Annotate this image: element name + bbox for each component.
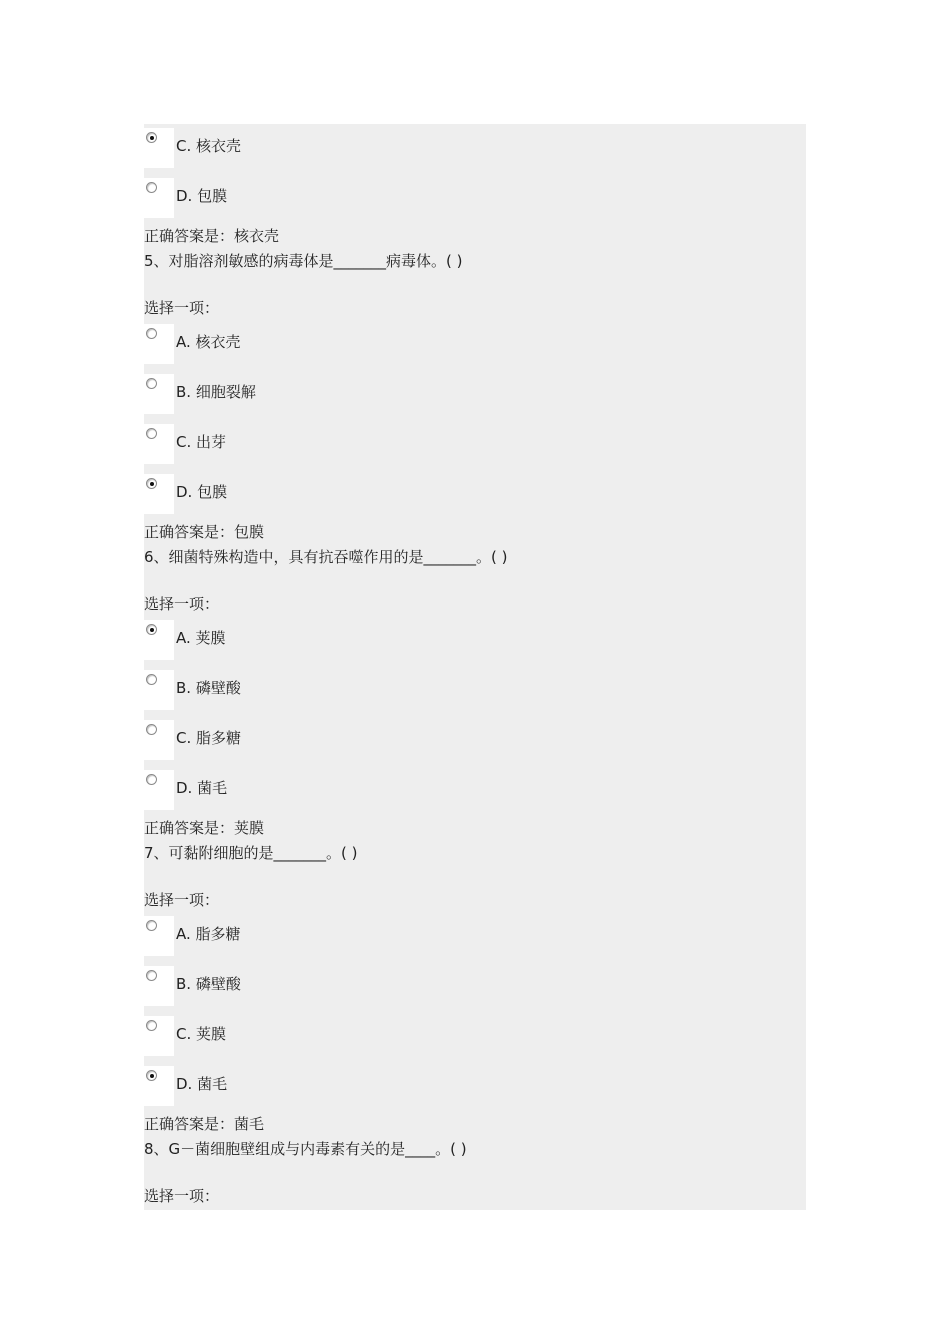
radio-button[interactable] <box>146 182 157 193</box>
select-prompt-q5: 选择一项： <box>144 299 220 317</box>
option-label: A. 脂多糖 <box>176 925 241 943</box>
option-label: D. 包膜 <box>176 187 228 205</box>
select-prompt-q7: 选择一项： <box>144 891 220 909</box>
radio-button[interactable] <box>146 378 157 389</box>
option-q5-b[interactable] <box>144 374 806 416</box>
correct-answer-q6: 正确答案是：荚膜 <box>144 819 265 837</box>
option-q7-d[interactable] <box>144 1066 806 1108</box>
radio-button[interactable] <box>146 674 157 685</box>
option-label: D. 菌毛 <box>176 779 228 797</box>
option-label: C. 荚膜 <box>176 1025 227 1043</box>
correct-answer-q5: 正确答案是：包膜 <box>144 523 265 541</box>
option-label: D. 菌毛 <box>176 1075 228 1093</box>
option-label: C. 脂多糖 <box>176 729 242 747</box>
option-q6-b[interactable] <box>144 670 806 712</box>
question-8-text: 8、G－菌细胞壁组成与内毒素有关的是____。( ) <box>144 1140 467 1158</box>
option-q6-c[interactable] <box>144 720 806 762</box>
radio-button[interactable] <box>146 774 157 785</box>
radio-button[interactable] <box>146 724 157 735</box>
question-7-text: 7、可黏附细胞的是_______。( ) <box>144 844 358 862</box>
option-label: C. 出芽 <box>176 433 227 451</box>
option-q5-a[interactable] <box>144 324 806 366</box>
radio-button[interactable] <box>146 428 157 439</box>
radio-button[interactable] <box>146 132 157 143</box>
option-label: B. 细胞裂解 <box>176 383 256 401</box>
correct-answer-q4: 正确答案是：核衣壳 <box>144 227 280 245</box>
select-prompt-q6: 选择一项： <box>144 595 220 613</box>
question-6-text: 6、细菌特殊构造中，具有抗吞噬作用的是_______。( ) <box>144 548 508 566</box>
correct-answer-q7: 正确答案是：菌毛 <box>144 1115 265 1133</box>
radio-button[interactable] <box>146 624 157 635</box>
option-label: D. 包膜 <box>176 483 228 501</box>
quiz-panel <box>144 124 806 1210</box>
option-q4-c[interactable] <box>144 128 806 170</box>
select-prompt-q8: 选择一项： <box>144 1187 220 1205</box>
option-label: A. 荚膜 <box>176 629 226 647</box>
radio-button[interactable] <box>146 478 157 489</box>
option-q6-d[interactable] <box>144 770 806 812</box>
radio-button[interactable] <box>146 920 157 931</box>
option-label: A. 核衣壳 <box>176 333 241 351</box>
option-q7-b[interactable] <box>144 966 806 1008</box>
option-label: B. 磷壁酸 <box>176 679 241 697</box>
option-q7-c[interactable] <box>144 1016 806 1058</box>
option-q6-a[interactable] <box>144 620 806 662</box>
option-q5-d[interactable] <box>144 474 806 516</box>
option-label: C. 核衣壳 <box>176 137 242 155</box>
option-q7-a[interactable] <box>144 916 806 958</box>
option-q4-d[interactable] <box>144 178 806 220</box>
question-5-text: 5、对脂溶剂敏感的病毒体是_______病毒体。( ) <box>144 252 463 270</box>
radio-button[interactable] <box>146 328 157 339</box>
option-label: B. 磷壁酸 <box>176 975 241 993</box>
option-q5-c[interactable] <box>144 424 806 466</box>
radio-button[interactable] <box>146 970 157 981</box>
radio-button[interactable] <box>146 1070 157 1081</box>
radio-button[interactable] <box>146 1020 157 1031</box>
